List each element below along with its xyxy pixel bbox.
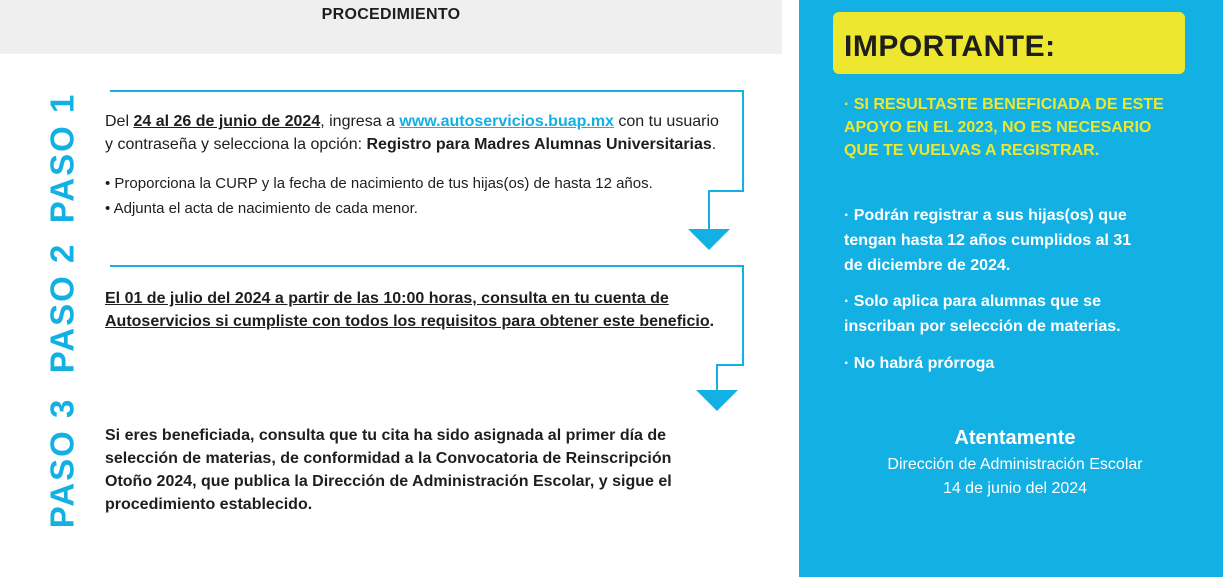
step-3-line-2: selección de materias, de conformidad a la Convocatoria de Reinscripción	[105, 450, 672, 467]
step-2-label-text: PASO 2	[43, 242, 80, 373]
closing-date: 14 de junio del 2024	[942, 480, 1088, 497]
item-1-line-3: de diciembre de 2024.	[844, 257, 1011, 274]
closing-title: Atentamente	[954, 427, 1076, 449]
step-2-text: El 01 de julio del 2024 a partir de las 10:00 horas, consulta en tu cuenta de	[105, 290, 669, 307]
autoservicios-link[interactable]: www.autoservicios.buap.mx	[399, 113, 614, 130]
step-3-label	[42, 397, 82, 528]
item-2-line-1: · Solo aplica para alumnas que se	[844, 293, 1101, 310]
item-1-line-2: tengan hasta 12 años cumplidos al 31	[844, 232, 1132, 249]
step-1-line-1	[105, 111, 719, 133]
step-2-text: Autoservicios si cumpliste con todos los requisitos para obtener este beneficio	[105, 313, 710, 330]
step-1-label-text: PASO 1	[43, 92, 80, 223]
arrow-down-icon	[688, 229, 730, 250]
step-2-label	[42, 242, 82, 373]
connector-1-mid	[708, 190, 744, 192]
connector-1-top	[110, 90, 744, 92]
closing-department: Dirección de Administración Escolar	[887, 456, 1143, 473]
connector-2-mid	[716, 364, 744, 366]
important-title: IMPORTANTE:	[844, 30, 1056, 63]
step-1-text: .	[711, 136, 717, 153]
arrow-down-icon	[696, 390, 738, 411]
step-1-dates: 24 al 26 de junio de 2024	[133, 113, 321, 130]
step-1-text: Del	[105, 113, 134, 130]
step-3-label-text: PASO 3	[43, 397, 80, 528]
step-2-line-2	[105, 311, 714, 333]
step-3-line-1: Si eres beneficiada, consulta que tu cita ha sido asignada al primer día de	[105, 427, 667, 444]
connector-2-down	[716, 364, 718, 391]
step-3-line-3: Otoño 2024, que publica la Dirección de Administración Escolar, y sigue el	[105, 473, 672, 490]
connector-2-right	[742, 265, 744, 366]
step-2-line-1	[105, 288, 669, 310]
connector-2-top	[110, 265, 744, 267]
step-1-bullet-curp: • Proporciona la CURP y la fecha de nacimiento de tus hijas(os) de hasta 12 años.	[105, 175, 653, 192]
step-2-text: .	[709, 313, 715, 330]
connector-1-down	[708, 190, 710, 230]
procedure-title: PROCEDIMIENTO	[321, 6, 461, 23]
procedure-header	[0, 0, 782, 54]
item-3: · No habrá prórroga	[844, 355, 995, 372]
step-3-line-4: procedimiento establecido.	[105, 496, 313, 513]
step-1-text: , ingresa a	[320, 113, 400, 130]
step-1-text: con tu usuario	[613, 113, 719, 130]
item-2-line-2: inscriban por selección de materias.	[844, 318, 1121, 335]
step-1-label	[42, 92, 82, 223]
notice-line-3: QUE TE VUELVAS A REGISTRAR.	[844, 142, 1100, 159]
step-1-text: y contraseña y selecciona la opción:	[105, 136, 367, 153]
notice-line-1: · SI RESULTASTE BENEFICIADA DE ESTE	[844, 96, 1164, 113]
item-1-line-1: · Podrán registrar a sus hijas(os) que	[844, 207, 1127, 224]
registration-option: Registro para Madres Alumnas Universitarias	[366, 136, 712, 153]
step-1-bullet-acta: • Adjunta el acta de nacimiento de cada menor.	[105, 200, 418, 217]
notice-line-2: APOYO EN EL 2023, NO ES NECESARIO	[844, 119, 1152, 136]
connector-1-right	[742, 90, 744, 192]
step-1-line-2	[105, 134, 716, 156]
